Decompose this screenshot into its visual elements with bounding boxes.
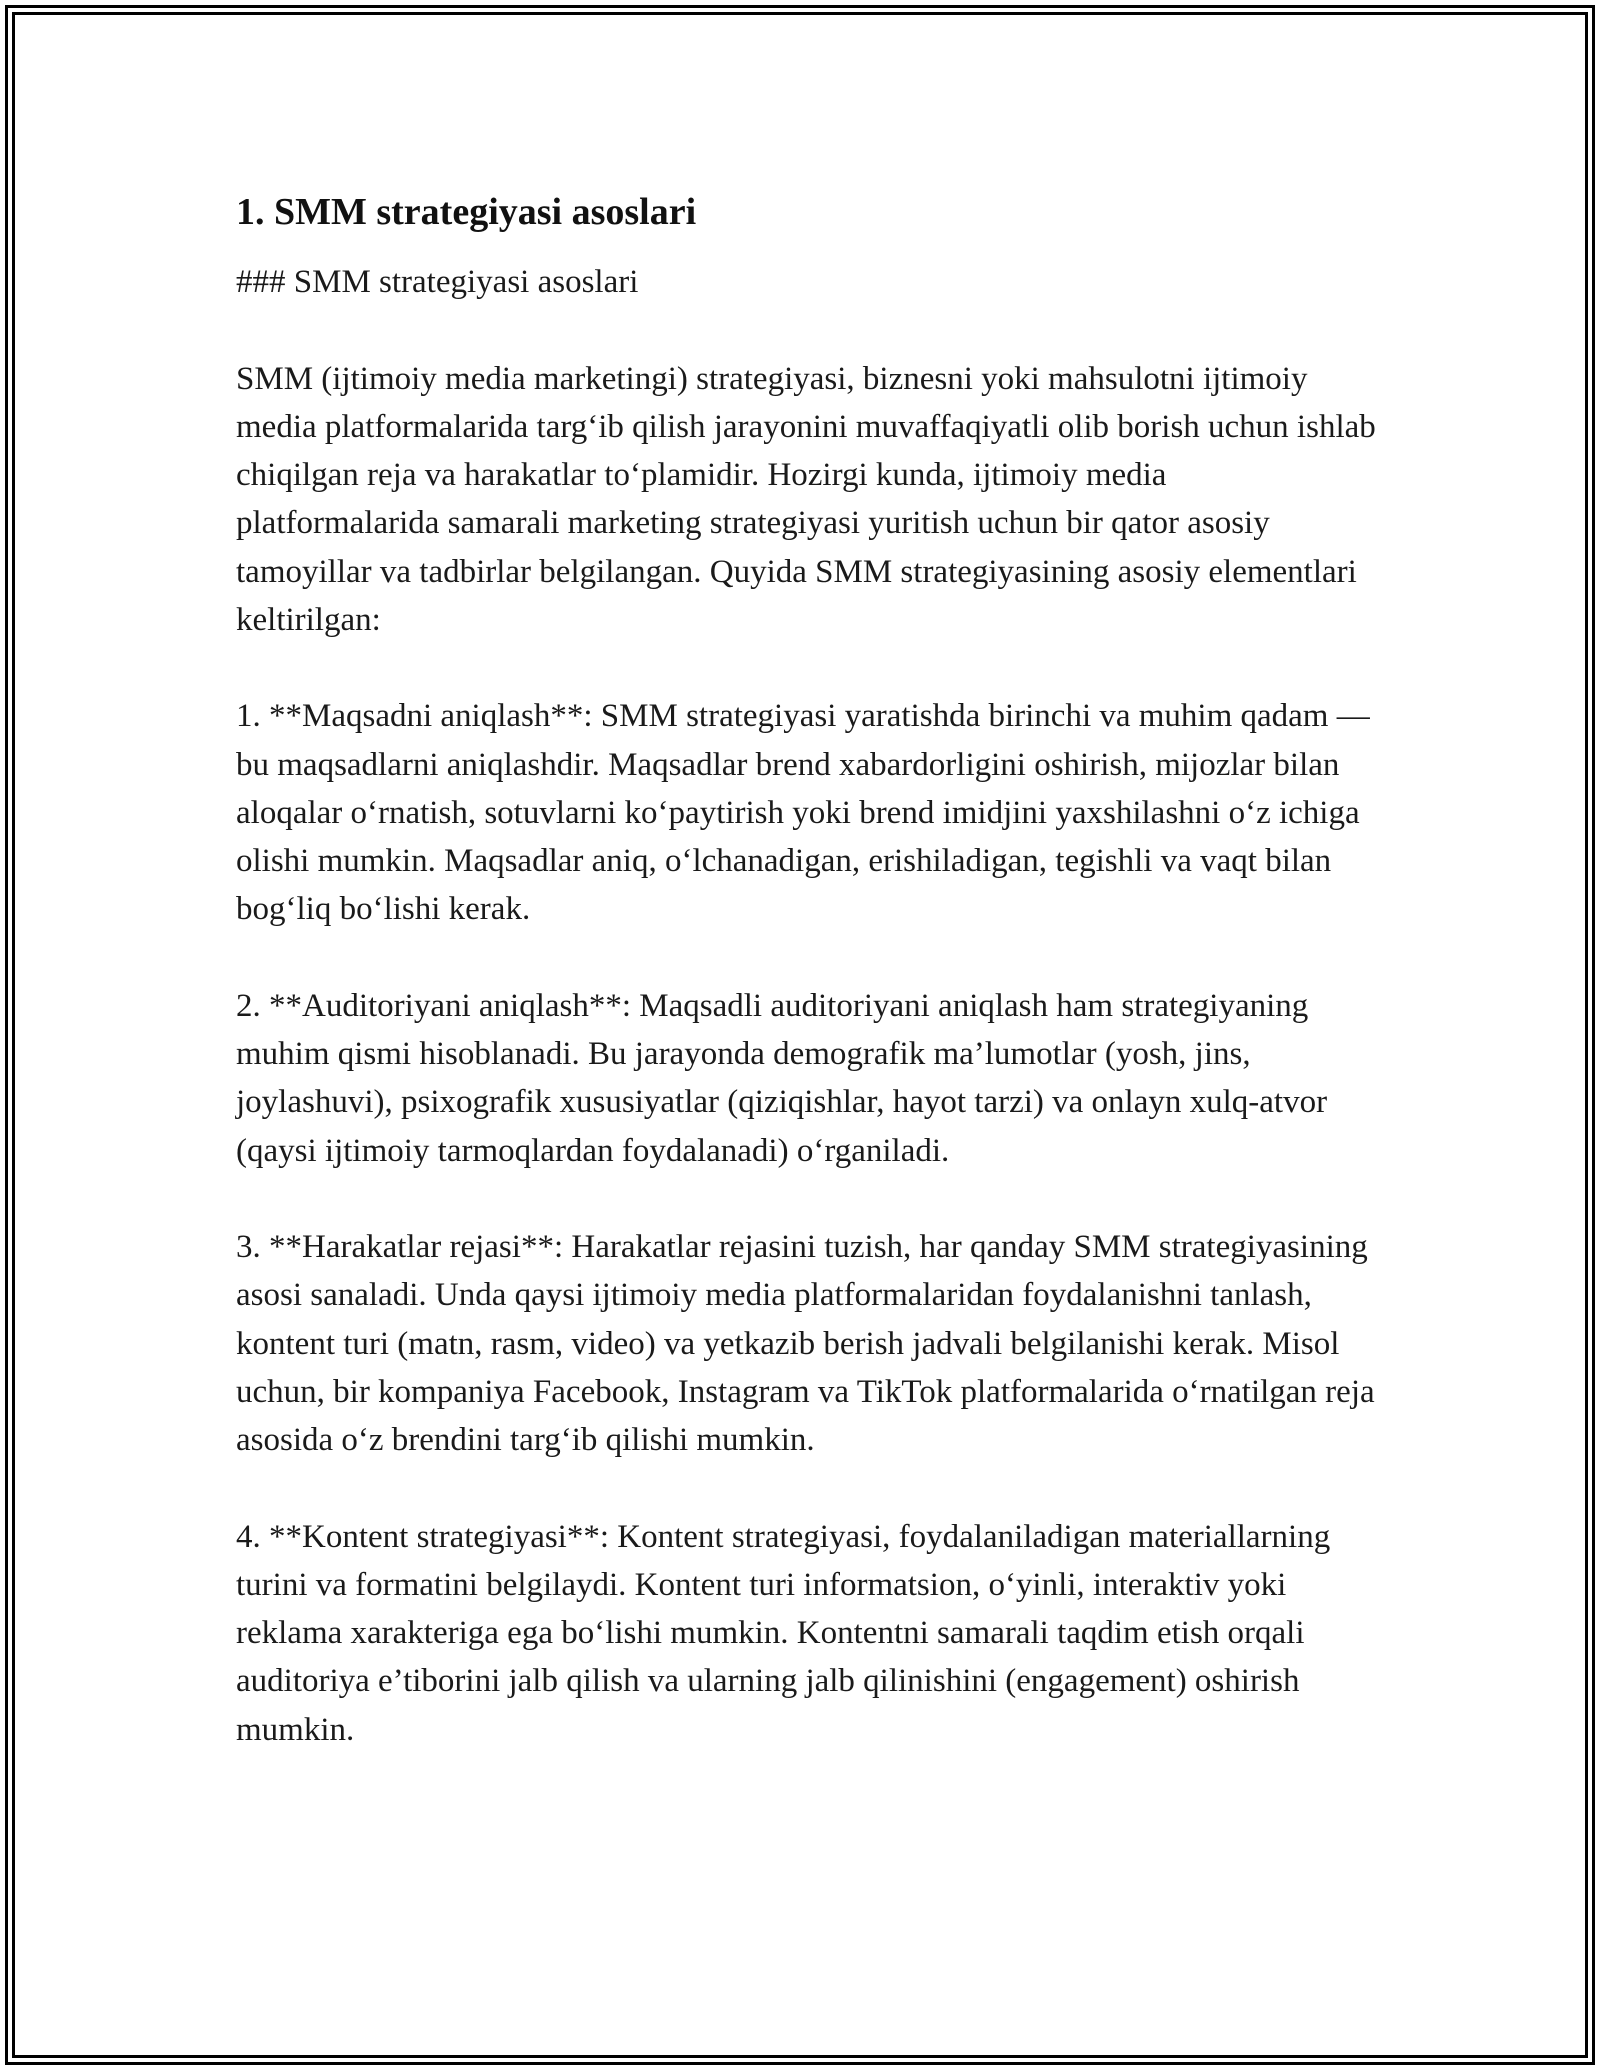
intro-paragraph: SMM (ijtimoiy media marketingi) strategiyasi, biznesni yoki mahsulotni ijtimoiy media platformalarida targ‘ib qilish jarayonini muvaffaqiyatli olib borish uchun ishlab chiqilgan reja va harakatlar to‘plamidir. Hozirgi kunda, ijtimoiy media platformalarida samarali marketing strategiyasi yuritish uchun bir qator asosiy tamoyillar va tadbirlar belgilangan. Quyida SMM strategiyasining asosiy elementlari keltirilgan: <box>236 360 1376 638</box>
section-subheading: ### SMM strategiyasi asoslari <box>236 264 639 300</box>
list-item-maqsadni-aniqlash: 1. **Maqsadni aniqlash**: SMM strategiyasi yaratishda birinchi va muhim qadam — bu maqsadlarni aniqlashdir. Maqsadlar brend xabardorligini oshirish, mijozlar bilan aloqalar o‘rnatish, sotuvlarni ko‘paytirish yoki brend imidjini yaxshilashni o‘z ichiga olishi mumkin. Maqsadlar aniq, o‘lchanadigan, erishiladigan, tegishli va vaqt bilan bog‘liq bo‘lishi kerak. <box>236 698 1370 928</box>
list-item-kontent-strategiyasi: 4. **Kontent strategiyasi**: Kontent strategiyasi, foydalaniladigan materiallarning turini va formatini belgilaydi. Kontent turi informatsion, o‘yinli, interaktiv yoki reklama xarakteriga ega bo‘lishi mumkin. Kontentni samarali taqdim etish orqali auditoriya e’tiborini jalb qilish va ularning jalb qilinishini (engagement) oshirish mumkin. <box>236 1518 1331 1748</box>
document-title: 1. SMM strategiyasi asoslari <box>236 191 697 233</box>
list-item-auditoriyani-aniqlash: 2. **Auditoriyani aniqlash**: Maqsadli auditoriyani aniqlash ham strategiyaning muhim qismi hisoblanadi. Bu jarayonda demografik ma’lumotlar (yosh, jins, joylashuvi), psixografik xususiyatlar (qiziqishlar, hayot tarzi) va onlayn xulq-atvor (qaysi ijtimoiy tarmoqlardan foydalanadi) o‘rganiladi. <box>236 987 1328 1169</box>
document-body <box>236 188 1376 1802</box>
list-item-harakatlar-rejasi: 3. **Harakatlar rejasi**: Harakatlar rejasini tuzish, har qanday SMM strategiyasining asosi sanaladi. Unda qaysi ijtimoiy media platformalaridan foydalanishni tanlash, kontent turi (matn, rasm, video) va yetkazib berish jadvali belgilanishi kerak. Misol uchun, bir kompaniya Facebook, Instagram va TikTok platformalarida o‘rnatilgan reja asosida o‘z brendini targ‘ib qilishi mumkin. <box>236 1229 1375 1459</box>
